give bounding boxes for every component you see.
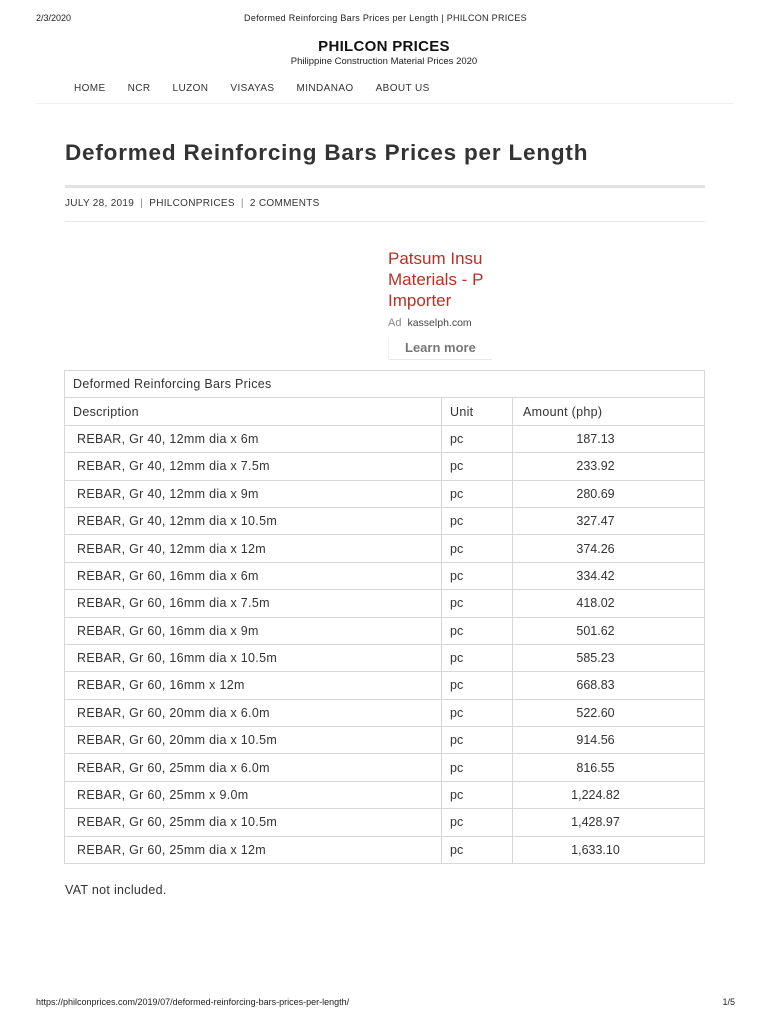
cell-amount: 327.47 [513,507,705,534]
cell-description: REBAR, Gr 60, 20mm dia x 6.0m [65,699,442,726]
print-url: https://philconprices.com/2019/07/deformed-reinforcing-bars-prices-per-length/ [36,997,350,1007]
cell-amount: 1,633.10 [513,836,705,863]
cell-amount: 1,428.97 [513,809,705,836]
nav-divider [36,103,733,104]
cell-description: REBAR, Gr 40, 12mm dia x 7.5m [65,453,442,480]
cell-description: REBAR, Gr 60, 16mm dia x 10.5m [65,644,442,671]
cell-description: REBAR, Gr 60, 25mm dia x 10.5m [65,809,442,836]
table-row [65,453,705,480]
ad-source [388,317,492,329]
cell-unit: pc [442,535,513,562]
cell-unit: pc [442,480,513,507]
table-row [65,836,705,863]
site-tagline: Philippine Construction Material Prices 2020 [290,56,478,67]
print-header [36,13,735,25]
price-table [64,370,705,864]
cell-unit: pc [442,562,513,589]
cell-unit: pc [442,644,513,671]
title-divider [65,185,705,188]
print-page-number: 1/5 [722,997,735,1007]
cell-amount: 816.55 [513,754,705,781]
cell-unit: pc [442,453,513,480]
ad-learn-more-button[interactable]: Learn more [388,337,492,360]
ad-badge: Ad [388,317,402,329]
cell-amount: 418.02 [513,590,705,617]
cell-description: REBAR, Gr 40, 12mm dia x 12m [65,535,442,562]
meta-separator: | [240,198,244,209]
post-meta [65,198,320,209]
meta-divider [65,221,705,222]
post-comments-link[interactable]: 2 COMMENTS [249,198,320,209]
cell-amount: 668.83 [513,672,705,699]
column-header-unit: Unit [442,398,513,425]
cell-unit: pc [442,754,513,781]
post-date: JULY 28, 2019 [65,198,135,209]
cell-amount: 585.23 [513,644,705,671]
nav-visayas[interactable]: VISAYAS [230,83,275,94]
table-row [65,781,705,808]
table-row [65,535,705,562]
cell-description: REBAR, Gr 60, 16mm dia x 9m [65,617,442,644]
nav-luzon[interactable]: LUZON [172,83,209,94]
cell-amount: 280.69 [513,480,705,507]
nav-ncr[interactable]: NCR [127,83,151,94]
print-date: 2/3/2020 [36,13,72,23]
cell-amount: 233.92 [513,453,705,480]
cell-amount: 187.13 [513,425,705,452]
cell-description: REBAR, Gr 60, 25mm dia x 6.0m [65,754,442,781]
table-row [65,727,705,754]
cell-description: REBAR, Gr 60, 16mm dia x 7.5m [65,590,442,617]
post-title: Deformed Reinforcing Bars Prices per Length [65,140,589,165]
table-row [65,617,705,644]
post-author[interactable]: PHILCONPRICES [149,198,235,209]
table-header-row [65,398,705,425]
table-row [65,754,705,781]
cell-unit: pc [442,836,513,863]
table-row [65,590,705,617]
cell-amount: 914.56 [513,727,705,754]
table-row [65,425,705,452]
table-row [65,672,705,699]
main-nav [74,83,452,94]
cell-unit: pc [442,809,513,836]
cell-unit: pc [442,727,513,754]
cell-description: REBAR, Gr 60, 20mm dia x 10.5m [65,727,442,754]
cell-unit: pc [442,699,513,726]
ad-headline-line[interactable]: Patsum Insu [388,249,483,268]
ad-unit[interactable] [388,248,492,360]
cell-amount: 334.42 [513,562,705,589]
table-row [65,507,705,534]
cell-description: REBAR, Gr 60, 25mm dia x 12m [65,836,442,863]
cell-unit: pc [442,781,513,808]
ad-headline-line[interactable]: Importer [388,291,452,310]
ad-domain[interactable]: kasselph.com [407,317,472,329]
table-caption-row [65,371,705,398]
cell-amount: 1,224.82 [513,781,705,808]
column-header-amount: Amount (php) [513,398,705,425]
ad-headline-line[interactable]: Materials - P [388,270,484,289]
nav-home[interactable]: HOME [74,83,106,94]
cell-amount: 501.62 [513,617,705,644]
cell-amount: 522.60 [513,699,705,726]
cell-unit: pc [442,617,513,644]
cell-amount: 374.26 [513,535,705,562]
table-caption: Deformed Reinforcing Bars Prices [65,371,705,398]
table-row [65,644,705,671]
cell-unit: pc [442,672,513,699]
column-header-description: Description [65,398,442,425]
cell-description: REBAR, Gr 60, 16mm dia x 6m [65,562,442,589]
print-page-title: Deformed Reinforcing Bars Prices per Length | PHILCON PRICES [244,13,527,23]
site-title[interactable]: PHILCON PRICES [318,38,450,55]
nav-about-us[interactable]: ABOUT US [375,83,430,94]
table-row [65,562,705,589]
cell-description: REBAR, Gr 40, 12mm dia x 9m [65,480,442,507]
cell-unit: pc [442,590,513,617]
cell-unit: pc [442,507,513,534]
table-row [65,699,705,726]
cell-description: REBAR, Gr 40, 12mm dia x 10.5m [65,507,442,534]
cell-unit: pc [442,425,513,452]
ad-headline[interactable] [388,248,492,311]
table-row [65,480,705,507]
meta-separator: | [140,198,144,209]
table-body [65,425,705,863]
cell-description: REBAR, Gr 60, 16mm x 12m [65,672,442,699]
nav-mindanao[interactable]: MINDANAO [296,83,354,94]
cell-description: REBAR, Gr 60, 25mm x 9.0m [65,781,442,808]
print-footer [36,997,735,1009]
table-row [65,809,705,836]
vat-note: VAT not included. [65,883,167,897]
cell-description: REBAR, Gr 40, 12mm dia x 6m [65,425,442,452]
